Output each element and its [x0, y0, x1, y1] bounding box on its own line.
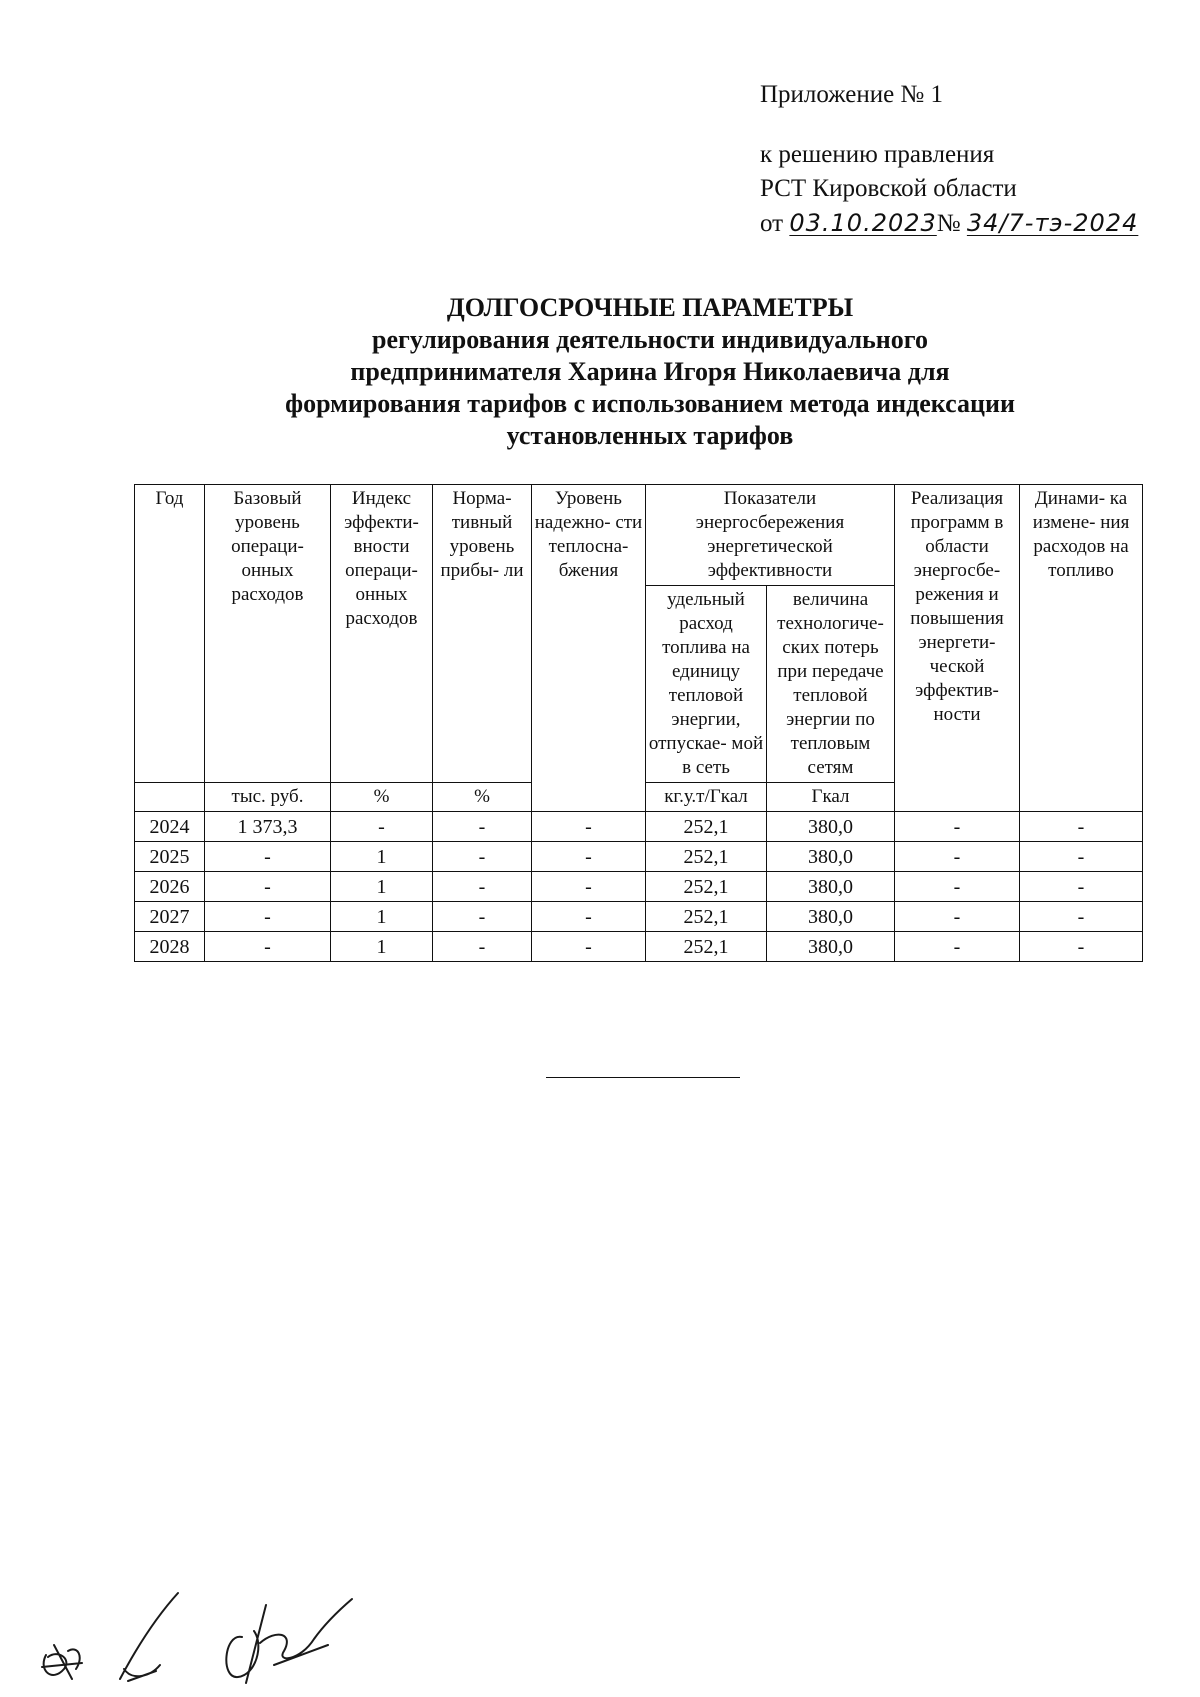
cell-dynamics: -	[1020, 842, 1143, 872]
cell-programs: -	[895, 812, 1020, 842]
decision-number: 34/7-тэ-2024	[966, 209, 1139, 237]
unit-losses: Гкал	[767, 783, 895, 812]
cell-base: -	[205, 902, 331, 932]
cell-losses: 380,0	[767, 932, 895, 962]
header-fuel-dynamics: Динами- ка измене- ния расходов на топливо	[1020, 485, 1143, 812]
appendix-date-line	[760, 206, 1138, 241]
cell-losses: 380,0	[767, 842, 895, 872]
cell-fuel: 252,1	[646, 902, 767, 932]
number-prefix: №	[936, 210, 961, 237]
unit-efficiency-index: %	[331, 783, 433, 812]
table-row	[135, 842, 1143, 872]
date-prefix: от	[760, 210, 784, 237]
header-programs: Реализация программ в области энергосбе- режения и повышения энергети- ческой эффектив- ности	[895, 485, 1020, 812]
cell-reliability: -	[532, 812, 646, 842]
cell-fuel: 252,1	[646, 842, 767, 872]
footer-rule	[546, 1077, 740, 1078]
parameters-table	[134, 484, 1143, 962]
header-efficiency-index: Индекс эффекти- вности операци- онных расходов	[331, 485, 433, 783]
cell-base: -	[205, 842, 331, 872]
cell-dynamics: -	[1020, 872, 1143, 902]
header-energy-group: Показатели энергосбережения энергетической эффективности	[646, 485, 895, 586]
cell-index: 1	[331, 872, 433, 902]
cell-year: 2028	[135, 932, 205, 962]
cell-year: 2027	[135, 902, 205, 932]
cell-profit: -	[433, 842, 532, 872]
header-fuel-rate: удельный расход топлива на единицу тепловой энергии, отпускае- мой в сеть	[646, 586, 767, 783]
decision-date: 03.10.2023	[789, 209, 937, 237]
cell-base: 1 373,3	[205, 812, 331, 842]
cell-losses: 380,0	[767, 902, 895, 932]
unit-year	[135, 783, 205, 812]
appendix-title: Приложение № 1	[760, 81, 944, 108]
title-line-3: предпринимателя Харина Игоря Николаевича для	[350, 357, 950, 386]
cell-profit: -	[433, 812, 532, 842]
cell-reliability: -	[532, 932, 646, 962]
cell-programs: -	[895, 842, 1020, 872]
header-losses: величина технологиче- ских потерь при передаче тепловой энергии по тепловым сетям	[767, 586, 895, 783]
table-row	[135, 812, 1143, 842]
cell-profit: -	[433, 932, 532, 962]
cell-profit: -	[433, 902, 532, 932]
cell-year: 2025	[135, 842, 205, 872]
cell-fuel: 252,1	[646, 812, 767, 842]
cell-losses: 380,0	[767, 812, 895, 842]
appendix-line-2: РСТ Кировской области	[760, 175, 1017, 202]
header-row-1	[135, 485, 1143, 586]
table-row	[135, 902, 1143, 932]
cell-index: 1	[331, 932, 433, 962]
cell-programs: -	[895, 902, 1020, 932]
signature-image	[28, 1585, 358, 1695]
cell-index: 1	[331, 842, 433, 872]
cell-reliability: -	[532, 872, 646, 902]
cell-base: -	[205, 932, 331, 962]
cell-reliability: -	[532, 842, 646, 872]
cell-index: -	[331, 812, 433, 842]
cell-fuel: 252,1	[646, 932, 767, 962]
header-base-costs: Базовый уровень операци- онных расходов	[205, 485, 331, 783]
cell-fuel: 252,1	[646, 872, 767, 902]
cell-reliability: -	[532, 902, 646, 932]
cell-index: 1	[331, 902, 433, 932]
title-line-1: ДОЛГОСРОЧНЫЕ ПАРАМЕТРЫ	[446, 293, 854, 322]
unit-fuel-rate: кг.у.т/Гкал	[646, 783, 767, 812]
cell-base: -	[205, 872, 331, 902]
cell-dynamics: -	[1020, 902, 1143, 932]
table-row	[135, 872, 1143, 902]
table-row	[135, 932, 1143, 962]
appendix-block	[760, 78, 1138, 241]
cell-programs: -	[895, 932, 1020, 962]
cell-year: 2024	[135, 812, 205, 842]
appendix-gap	[760, 112, 1138, 138]
cell-losses: 380,0	[767, 872, 895, 902]
cell-dynamics: -	[1020, 812, 1143, 842]
document-title	[110, 292, 1190, 452]
title-line-4: формирования тарифов с использованием метода индексации	[285, 389, 1015, 418]
header-profit: Норма- тивный уровень прибы- ли	[433, 485, 532, 783]
header-reliability: Уровень надежно- сти теплосна- бжения	[532, 485, 646, 812]
cell-year: 2026	[135, 872, 205, 902]
unit-base-costs: тыс. руб.	[205, 783, 331, 812]
header-year: Год	[135, 485, 205, 783]
title-line-5: установленных тарифов	[506, 421, 794, 450]
cell-programs: -	[895, 872, 1020, 902]
title-line-2: регулирования деятельности индивидуального	[372, 325, 928, 354]
cell-dynamics: -	[1020, 932, 1143, 962]
unit-profit: %	[433, 783, 532, 812]
cell-profit: -	[433, 872, 532, 902]
appendix-line-1: к решению правления	[760, 141, 995, 168]
